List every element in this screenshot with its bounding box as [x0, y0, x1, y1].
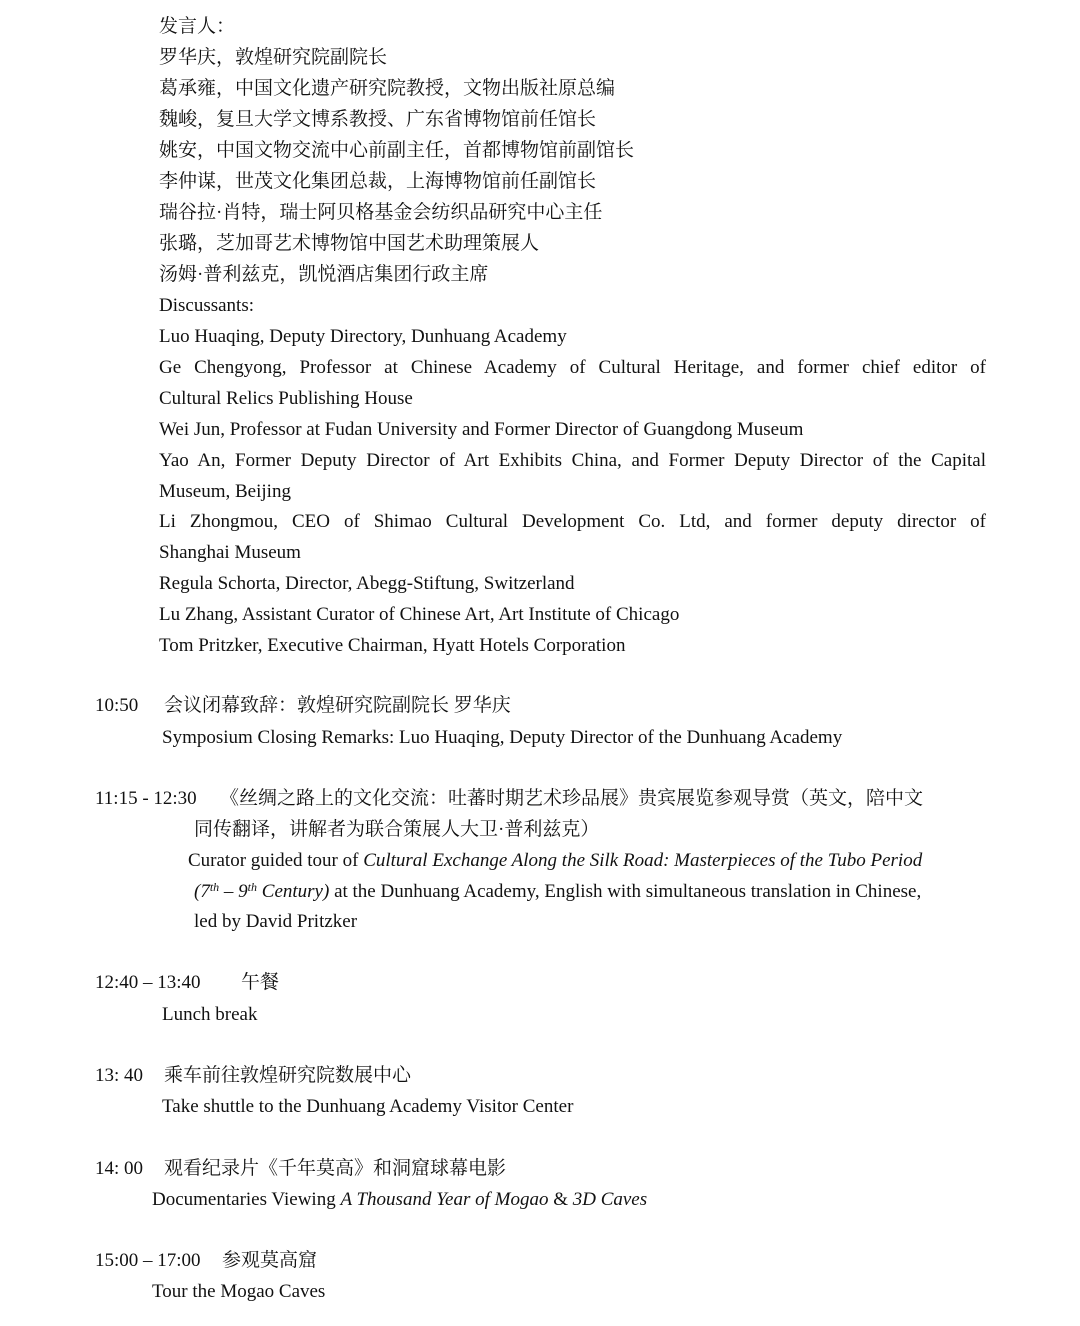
schedule-time: 15:00 – 17:00: [95, 1250, 201, 1271]
exhibition-title: Cultural Exchange Along the Silk Road: Masterpieces of the Tubo Period: [363, 850, 923, 871]
period-century: Century): [257, 881, 330, 902]
discussant-zh-item: 魏峻，复旦大学文博系教授、广东省博物馆前任馆长: [159, 109, 597, 130]
film-title: A Thousand Year of Mogao: [340, 1189, 549, 1210]
schedule-title-en: [188, 846, 922, 876]
period-open: (7: [194, 881, 210, 902]
discussant-en-item: Tom Pritzker, Executive Chairman, Hyatt Hotels Corporation: [159, 635, 626, 656]
schedule-time: 10:50: [95, 695, 139, 716]
schedule-title-en-cont: led by David Pritzker: [194, 911, 358, 932]
schedule-title-en: Tour the Mogao Caves: [152, 1281, 326, 1302]
ordinal-suffix: th: [247, 880, 258, 894]
discussant-zh-item: 姚安，中国文物交流中心前副主任，首都博物馆前副馆长: [159, 140, 635, 161]
film-title: 3D Caves: [572, 1189, 648, 1210]
schedule-title-en-cont: [194, 877, 921, 907]
schedule-time: 12:40 – 13:40: [95, 972, 201, 993]
discussant-zh-item: 葛承雍，中国文化遗产研究院教授，文物出版社原总编: [159, 78, 616, 99]
discussant-en-item: Luo Huaqing, Deputy Directory, Dunhuang Academy: [159, 326, 567, 347]
discussant-zh-item: 瑞谷拉·肖特，瑞士阿贝格基金会纺织品研究中心主任: [159, 202, 603, 223]
discussant-en-item: Shanghai Museum: [159, 542, 301, 563]
discussant-zh-item: 李仲谋，世茂文化集团总裁，上海博物馆前任副馆长: [159, 171, 597, 192]
film-en-prefix: Documentaries Viewing: [152, 1189, 341, 1210]
film-amp: &: [548, 1189, 573, 1210]
schedule-title-zh: 乘车前往敦煌研究院数展中心: [164, 1065, 412, 1086]
schedule-title-en: Lunch break: [162, 1004, 258, 1025]
ordinal-suffix: th: [209, 880, 220, 894]
period-dash: – 9: [219, 881, 248, 902]
tour-en-rest: at the Dunhuang Academy, English with simultaneous translation in Chinese,: [329, 881, 922, 902]
discussant-en-item: Ge Chengyong, Professor at Chinese Academy of Cultural Heritage, and former chief editor of: [159, 357, 986, 378]
schedule-title-zh-cont: 同传翻译，讲解者为联合策展人大卫·普利兹克）: [194, 819, 600, 840]
schedule-title-en: Symposium Closing Remarks: Luo Huaqing, Deputy Director of the Dunhuang Academy: [162, 727, 843, 748]
discussants-en-heading: Discussants:: [159, 295, 254, 316]
discussants-zh-heading: 发言人：: [159, 16, 236, 37]
discussant-en-item: Cultural Relics Publishing House: [159, 388, 413, 409]
discussant-zh-item: 罗华庆，敦煌研究院副院长: [159, 47, 388, 68]
discussant-en-item: Yao An, Former Deputy Director of Art Exhibits China, and Former Deputy Director of the Capital: [159, 450, 986, 471]
discussant-en-item: Li Zhongmou, CEO of Shimao Cultural Development Co. Ltd, and former deputy director of: [159, 511, 986, 532]
discussant-en-item: Lu Zhang, Assistant Curator of Chinese Art, Art Institute of Chicago: [159, 604, 680, 625]
tour-en-prefix: Curator guided tour of: [188, 850, 364, 871]
discussant-zh-item: 张璐，芝加哥艺术博物馆中国艺术助理策展人: [159, 233, 540, 254]
schedule-time: 11:15 - 12:30: [95, 788, 197, 809]
discussant-en-item: Wei Jun, Professor at Fudan University and Former Director of Guangdong Museum: [159, 419, 804, 440]
schedule-time: 14: 00: [95, 1158, 144, 1179]
schedule-time: 13: 40: [95, 1065, 144, 1086]
schedule-title-zh: 《丝绸之路上的文化交流：吐蕃时期艺术珍品展》贵宾展览参观导赏（英文，陪中文: [220, 788, 924, 809]
discussant-en-item: Regula Schorta, Director, Abegg-Stiftung, Switzerland: [159, 573, 575, 594]
discussant-zh-item: 汤姆·普利兹克，凯悦酒店集团行政主席: [159, 264, 489, 285]
schedule-title-en: Take shuttle to the Dunhuang Academy Visitor Center: [162, 1096, 574, 1117]
schedule-title-zh: 观看纪录片《千年莫高》和洞窟球幕电影: [164, 1158, 507, 1179]
schedule-title-zh: 午餐: [241, 972, 280, 993]
schedule-title-zh: 会议闭幕致辞：敦煌研究院副院长 罗华庆: [164, 695, 511, 716]
discussant-en-item: Museum, Beijing: [159, 481, 291, 502]
schedule-title-zh: 参观莫高窟: [222, 1250, 318, 1271]
schedule-title-en: [152, 1185, 647, 1215]
